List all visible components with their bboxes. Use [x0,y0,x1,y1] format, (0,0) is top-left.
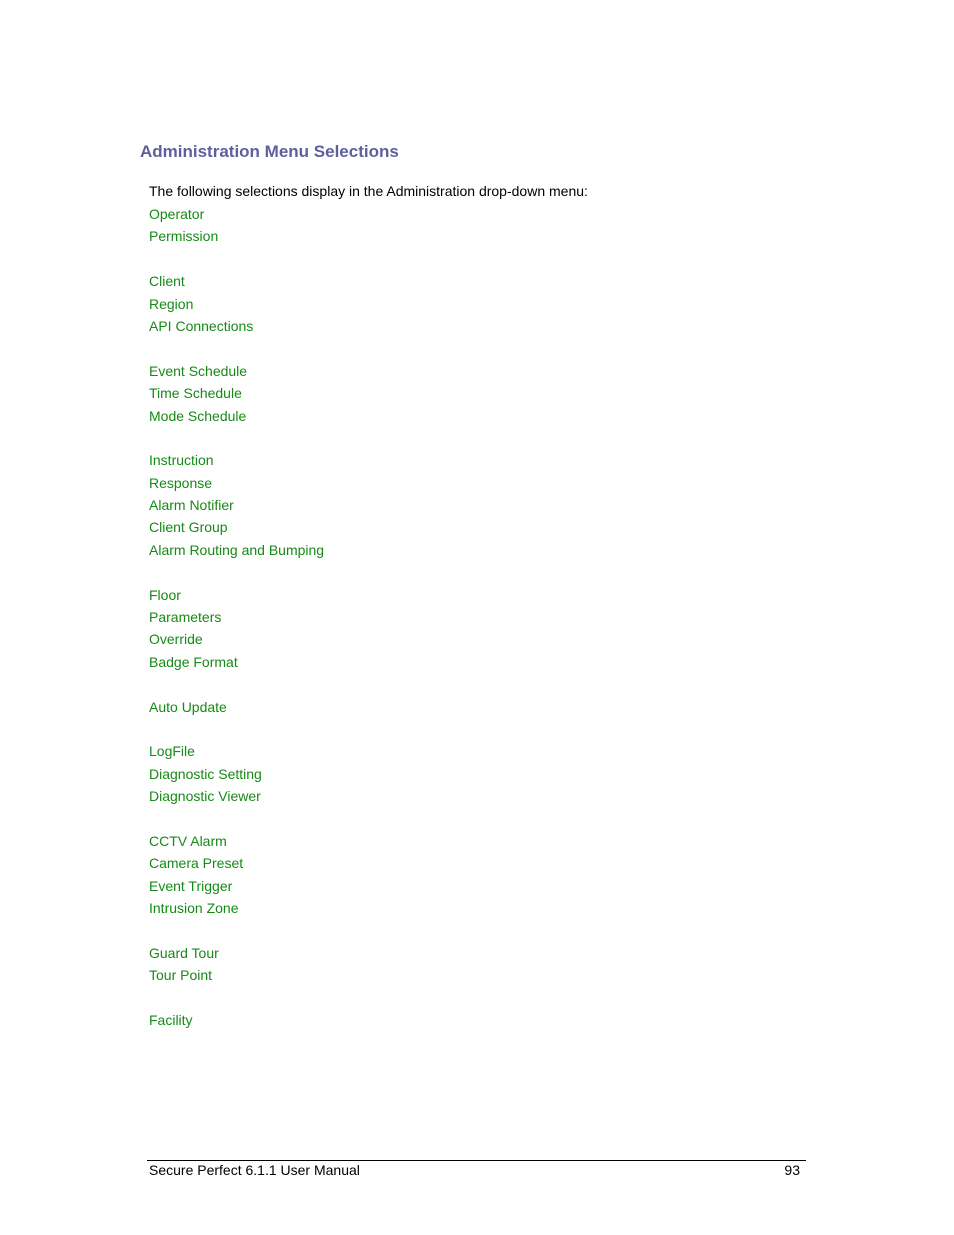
link-region[interactable]: Region [149,295,194,312]
link-tour-point[interactable]: Tour Point [149,967,213,984]
footer-page-number: 93 [784,1162,800,1178]
footer-manual-title: Secure Perfect 6.1.1 User Manual [149,1162,360,1178]
link-floor[interactable]: Floor [149,586,181,603]
link-parameters[interactable]: Parameters [149,609,222,626]
intro-paragraph: The following selections display in the Administration drop-down menu: [149,183,588,199]
menu-group-operators [149,205,324,250]
link-badge-format[interactable]: Badge Format [149,653,238,670]
link-permission[interactable]: Permission [149,228,219,245]
link-logfile[interactable]: LogFile [149,743,195,760]
link-override[interactable]: Override [149,631,203,648]
menu-group-guard-tour [149,944,324,989]
link-cctv-alarm[interactable]: CCTV Alarm [149,832,227,849]
link-event-schedule[interactable]: Event Schedule [149,362,248,379]
menu-group-schedules [149,362,324,429]
link-event-trigger[interactable]: Event Trigger [149,877,233,894]
link-guard-tour[interactable]: Guard Tour [149,944,219,961]
link-diagnostic-setting[interactable]: Diagnostic Setting [149,765,262,782]
menu-group-diagnostics [149,742,324,809]
link-auto-update[interactable]: Auto Update [149,698,227,715]
administration-menu-list [149,205,324,1056]
menu-group-facility [149,1011,324,1033]
link-mode-schedule[interactable]: Mode Schedule [149,407,247,424]
link-facility[interactable]: Facility [149,1012,193,1029]
footer-divider [147,1160,806,1161]
menu-group-clients [149,272,324,339]
link-time-schedule[interactable]: Time Schedule [149,385,242,402]
link-client-group[interactable]: Client Group [149,519,228,536]
link-camera-preset[interactable]: Camera Preset [149,855,244,872]
link-instruction[interactable]: Instruction [149,452,214,469]
link-alarm-routing-and-bumping[interactable]: Alarm Routing and Bumping [149,541,325,558]
menu-group-system [149,586,324,676]
menu-group-cctv [149,832,324,922]
link-intrusion-zone[interactable]: Intrusion Zone [149,900,239,917]
link-api-connections[interactable]: API Connections [149,317,254,334]
link-client[interactable]: Client [149,273,185,290]
menu-group-alarms [149,451,324,563]
menu-group-updates [149,698,324,720]
link-operator[interactable]: Operator [149,206,205,222]
link-alarm-notifier[interactable]: Alarm Notifier [149,497,234,514]
link-response[interactable]: Response [149,474,213,491]
link-diagnostic-viewer[interactable]: Diagnostic Viewer [149,788,261,805]
section-heading: Administration Menu Selections [140,142,399,161]
